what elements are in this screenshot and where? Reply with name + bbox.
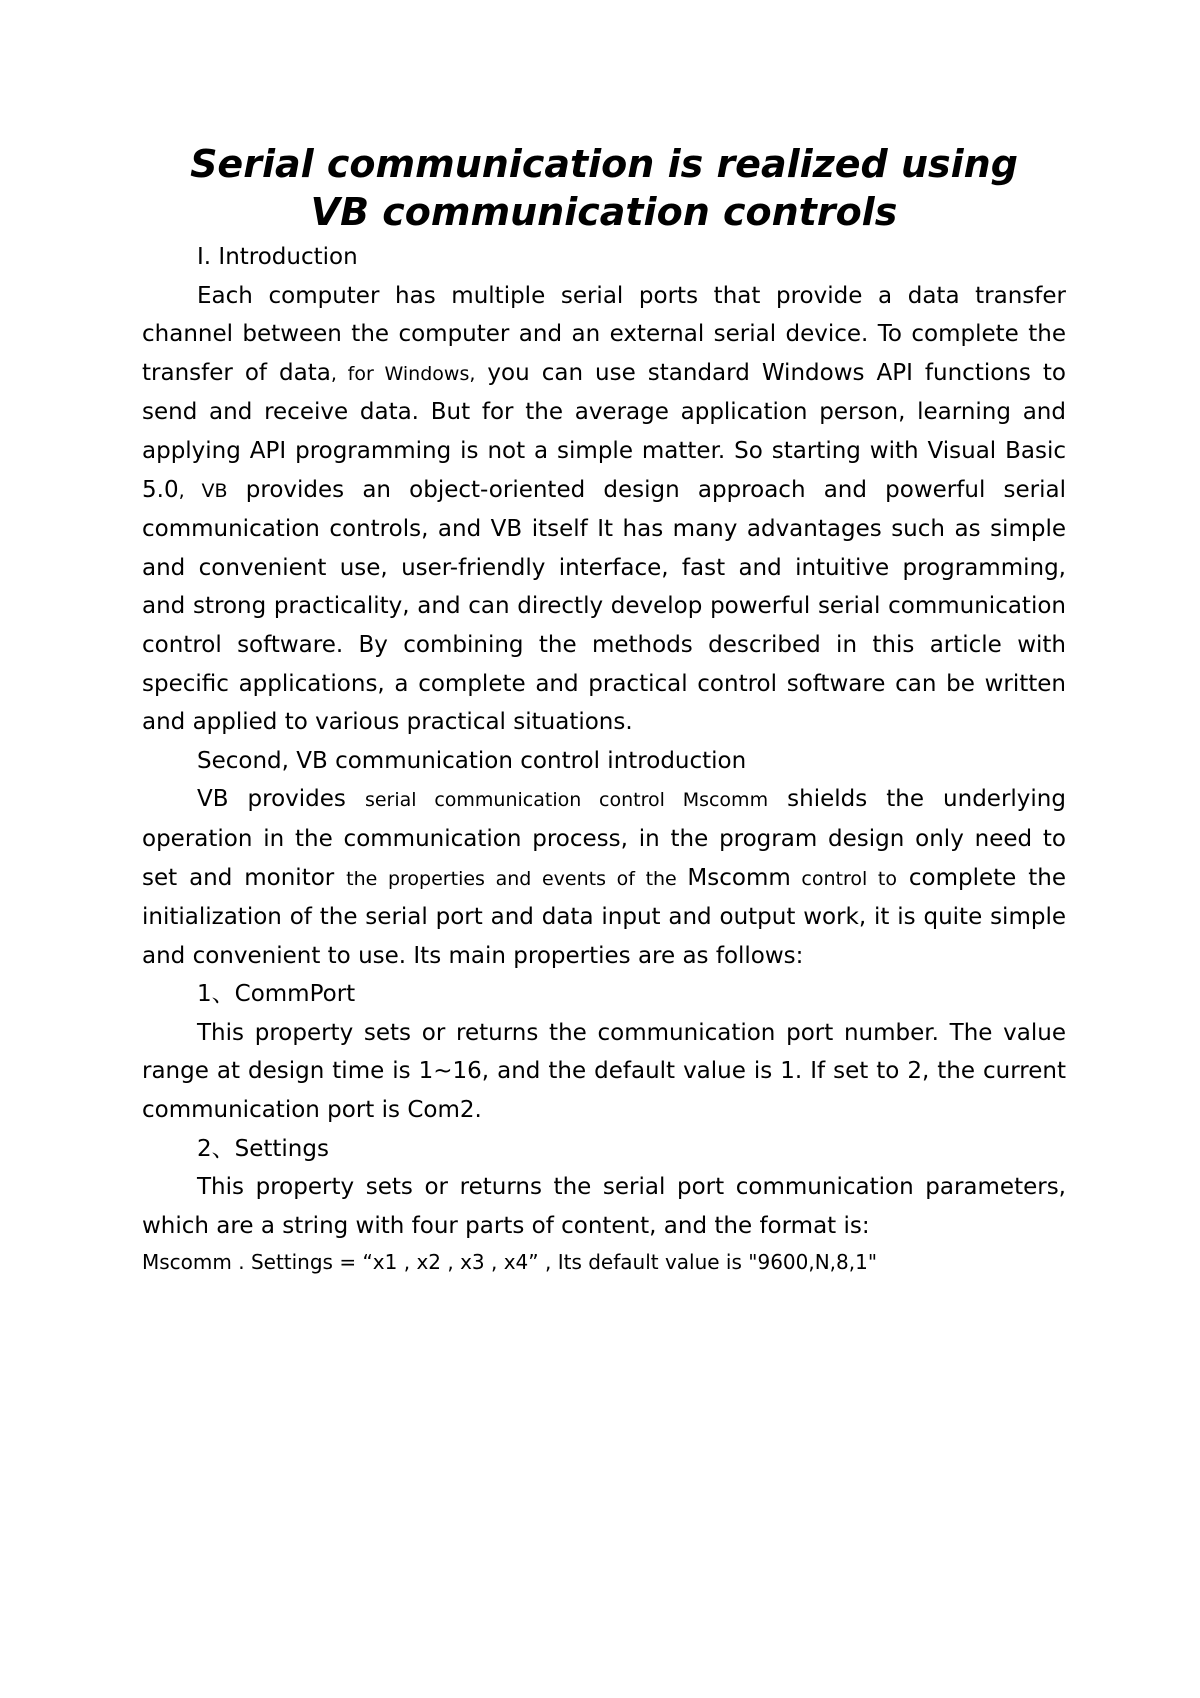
introduction-paragraph xyxy=(142,277,1066,742)
second-text-7: complete the initialization of the serial port and data input and output work, it is quite simple and convenient to use. Its main properties are as follows: xyxy=(142,864,1066,969)
title-line-1: Serial communication is realized using xyxy=(190,142,1018,186)
document-title xyxy=(142,140,1066,236)
second-text-6: control to xyxy=(790,867,897,890)
property-heading-commport: 1、CommPort xyxy=(197,981,356,1008)
second-text-4: the properties and events of the xyxy=(346,867,688,890)
intro-text-2: , for Windows, xyxy=(330,362,476,385)
intro-text-1: Each computer has multiple serial ports that provide a data transfer channel between the computer and an external serial device. To complete the transfer of data xyxy=(142,282,1066,386)
second-text-1: VB provides xyxy=(197,786,365,813)
property-heading-settings: 2、Settings xyxy=(197,1135,329,1162)
second-text-3: shields the underlying operation in the communication process, in the program design only need to set and monitor xyxy=(142,786,1066,891)
section-heading-introduction: I. Introduction xyxy=(197,244,358,270)
intro-text-4: , VB xyxy=(178,479,228,502)
settings-paragraph: This property sets or returns the serial port communication parameters, which are a string with four parts of content, and the format is: xyxy=(142,1174,1066,1239)
second-text-2: serial communication control Mscomm xyxy=(364,789,769,812)
commport-paragraph: This property sets or returns the communication port number. The value range at design time is 1~16, and the default value is 1. If set to 2, the current communication port is Com2. xyxy=(142,1019,1066,1124)
settings-formula: Mscomm . Settings = “x1 , x2 , x3 , x4” , Its default value is "9600,N,8,1" xyxy=(142,1250,878,1275)
title-line-2: VB communication controls xyxy=(310,190,898,234)
control-introduction-paragraph xyxy=(142,780,1066,975)
intro-text-5: provides an object-oriented design approach and powerful serial communication controls, and VB itself It has many advantages such as simple and convenient use, user-friendly interface, fast and intuitive programming, and strong practicality, and can directly develop powerful serial communication control software. By combining the methods described in this article with specific applications, a complete and practical control software can be written and applied to various practical situations. xyxy=(142,476,1066,736)
section-heading-control-introduction: Second, VB communication control introduction xyxy=(197,747,747,774)
second-text-5: Mscomm xyxy=(687,864,791,891)
document-page xyxy=(142,140,1066,1279)
intro-text-3: you can use standard Windows API functions to send and receive data. But for the average application person, learning and applying API programming is not a simple matter. So starting with Visual Basic 5.0 xyxy=(142,359,1066,503)
